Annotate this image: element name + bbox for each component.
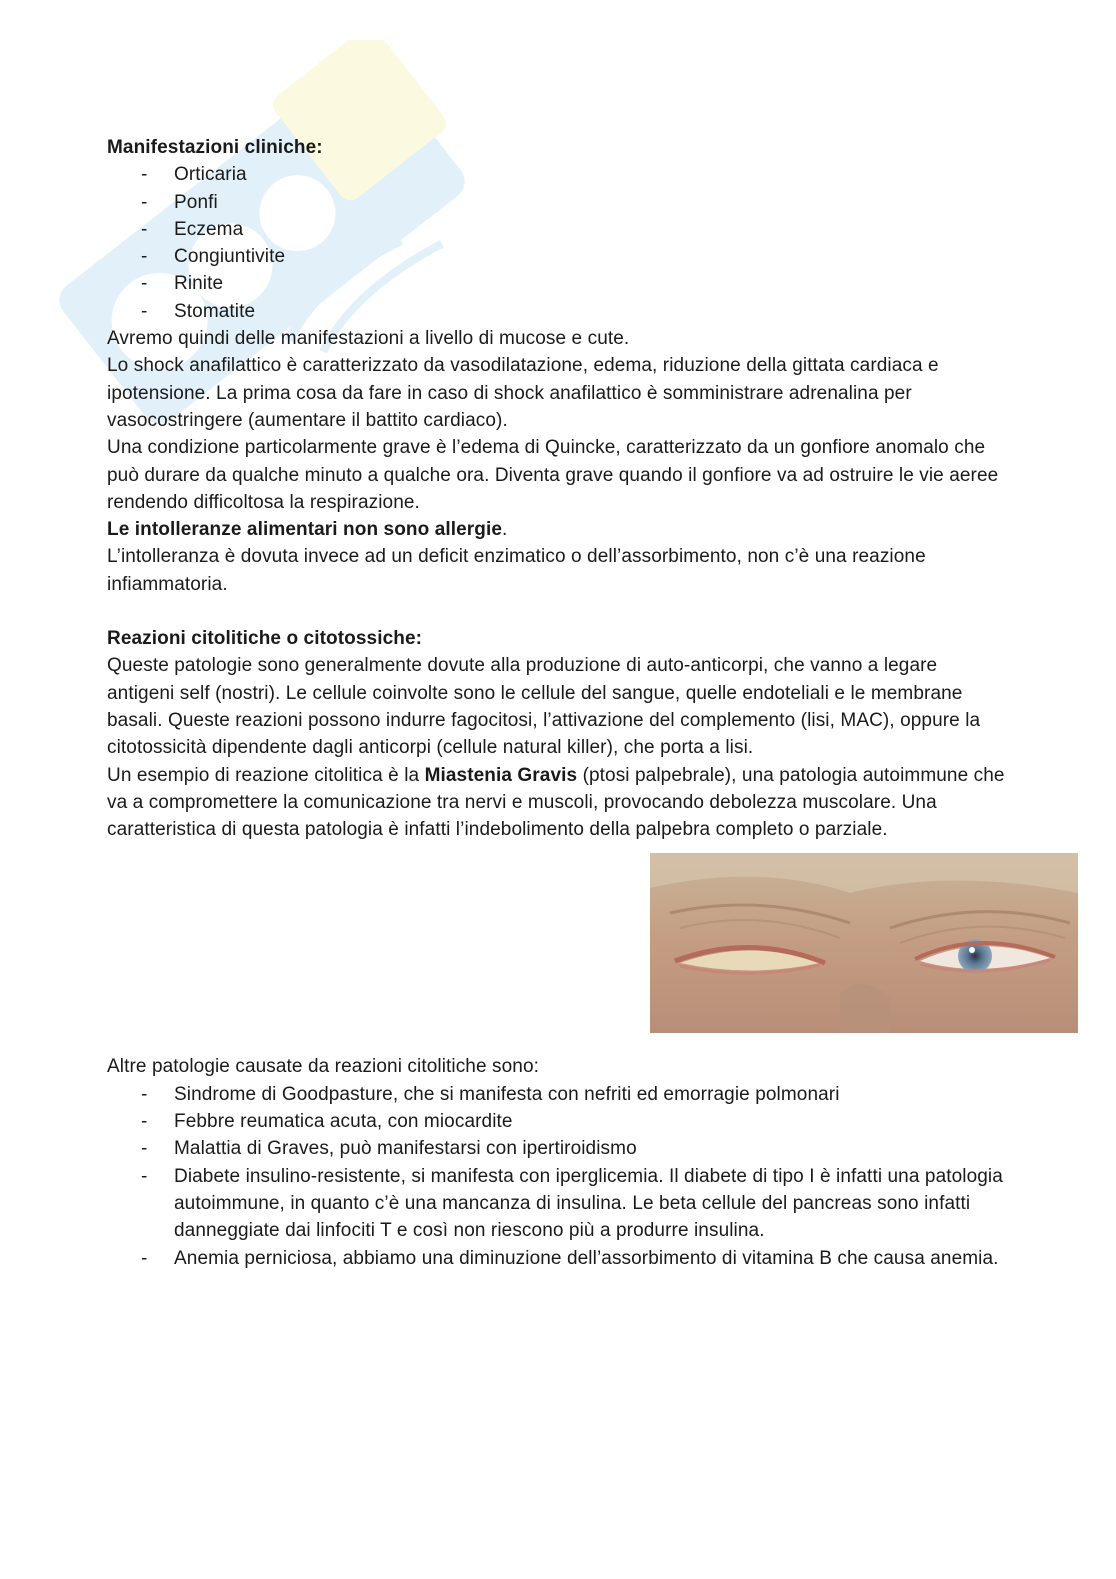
dash-bullet: -	[141, 1111, 148, 1133]
list-item: - Anemia perniciosa, abbiamo una diminuzione dell’assorbimento di vitamina B che causa anemia.	[107, 1245, 1007, 1272]
dash-bullet: -	[141, 164, 148, 186]
paragraph-edema-quincke: Una condizione particolarmente grave è l’edema di Quincke, caratterizzato da un gonfiore anomalo che può durare da qualche minuto a qualche ora. Diventa grave quando il gonfiore va ad ostruire le vie aeree rendendo difficoltosa la respirazione.	[107, 437, 999, 513]
paragraph-mucose-cute: Avremo quindi delle manifestazioni a livello di mucose e cute.	[107, 328, 630, 350]
section-heading-clinical-manifestations: Manifestazioni cliniche:	[107, 137, 323, 158]
dash-bullet: -	[141, 246, 148, 268]
photo-row	[107, 843, 1007, 1053]
list-item: - Diabete insulino-resistente, si manifesta con iperglicemia. Il diabete di tipo I è infatti una patologia autoimmune, in quanto c’è una mancanza di insulina. Le beta cellule del pancreas sono infatti danneggiate dai linfociti T e così non riescono più a produrre insulina.	[107, 1163, 1007, 1245]
list-item: - Malattia di Graves, può manifestarsi con ipertiroidismo	[107, 1135, 1007, 1162]
paragraph-miastenia-gravis: Un esempio di reazione citolitica è la Miastenia Gravis (ptosi palpebrale), una patologia autoimmune che va a compromettere la comunicazione tra nervi e muscoli, provocando debolezza muscolare. Una caratteristica di questa patologia è infatti l’indebolimento della palpebra completo o parziale.	[107, 764, 1005, 841]
list-item: - Congiuntivite	[107, 243, 1007, 270]
list-item: - Febbre reumatica acuta, con miocardite	[107, 1108, 1007, 1135]
dash-bullet: -	[141, 1165, 148, 1187]
paragraph-intolleranza-deficit: L’intolleranza è dovuta invece ad un deficit enzimatico o dell’assorbimento, non c’è una reazione infiammatoria.	[107, 546, 926, 595]
section-heading-cytolytic-reactions: Reazioni citolitiche o citotossiche:	[107, 628, 423, 650]
list-item: - Stomatite	[107, 298, 1007, 325]
clinical-manifestations-list	[107, 161, 1007, 325]
dash-bullet: -	[141, 300, 148, 322]
dash-bullet: -	[141, 1247, 148, 1269]
dash-bullet: -	[141, 218, 148, 240]
paragraph-altre-patologie: Altre patologie causate da reazioni citolitiche sono:	[107, 1056, 540, 1078]
paragraph-intolleranze: Le intolleranze alimentari non sono allergie.	[107, 519, 508, 541]
list-item: - Eczema	[107, 216, 1007, 243]
dash-bullet: -	[141, 273, 148, 295]
dash-bullet: -	[141, 1083, 148, 1105]
list-item: - Orticaria	[107, 161, 1007, 188]
list-item: - Rinite	[107, 270, 1007, 297]
paragraph-auto-anticorpi: Queste patologie sono generalmente dovute alla produzione di auto-anticorpi, che vanno a legare antigeni self (nostri). Le cellule coinvolte sono le cellule del sangue, quelle endoteliali e le membrane basali. Queste reazioni possono indurre fagocitosi, l’attivazione del complemento (lisi, MAC), oppure la citotossicità dipendente dagli anticorpi (cellule natural killer), che porta a lisi.	[107, 655, 981, 759]
dash-bullet: -	[141, 191, 148, 213]
dash-bullet: -	[141, 1138, 148, 1160]
list-item: - Ponfi	[107, 189, 1007, 216]
document-body	[107, 134, 1007, 1272]
list-item: - Sindrome di Goodpasture, che si manifesta con nefriti ed emorragie polmonari	[107, 1081, 1007, 1108]
spacer	[107, 598, 1007, 625]
paragraph-shock-anafilattico: Lo shock anafilattico è caratterizzato da vasodilatazione, edema, riduzione della gittata cardiaca e ipotensione. La prima cosa da fare in caso di shock anafilattico è somministrare adrenalina per vasocostringere (aumentare il battito cardiaco).	[107, 355, 939, 431]
other-pathologies-list	[107, 1081, 1007, 1272]
ptosis-eyes-photo	[650, 853, 1078, 1033]
